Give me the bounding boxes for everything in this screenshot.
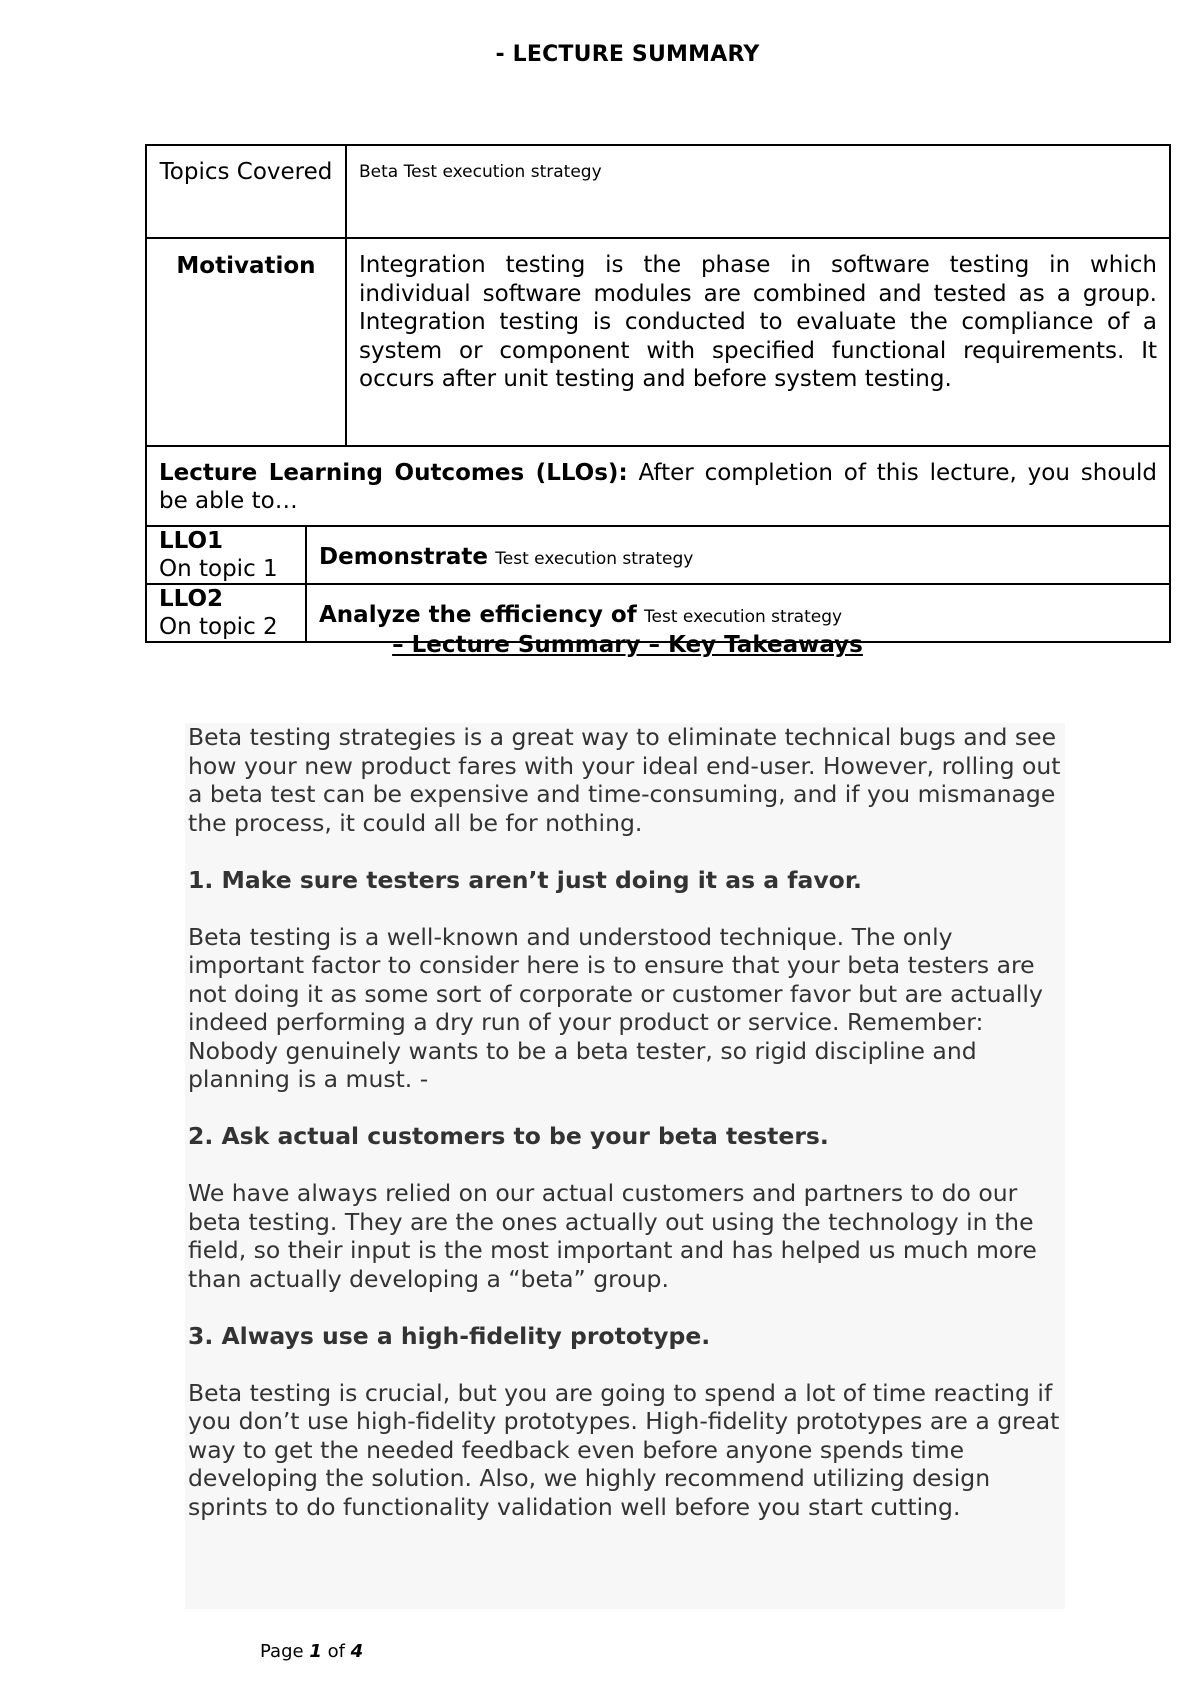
takeaway-1-body: Beta testing is a well-known and understood technique. The only important factor to consider here is to ensure that your beta testers are not doing it as some sort of corporate or customer favor but are actually indeed performing a dry run of your product or service. Remember: Nobody genuinely wants to be a beta tester, so rigid discipline and planning is a must. - xyxy=(188,922,1043,1093)
llo1-description xyxy=(306,526,1170,584)
takeaway-3-body: Beta testing is crucial, but you are going to spend a lot of time reacting if you don’t use high-fidelity prototypes. High-fidelity prototypes are a great way to get the needed feedback even before anyone spends time developing the solution. Also, we highly recommend utilizing design sprints to do functionality validation well before you start cutting. xyxy=(188,1378,1060,1521)
llos-intro-row xyxy=(146,446,1170,526)
motivation-text: Integration testing is the phase in software testing in which individual software modules are combined and tested as a group. Integration testing is conducted to evaluate the compliance of a system or component with specified functional requirements. It occurs after unit testing and before system testing. xyxy=(346,238,1170,446)
takeaway-3-title: 3. Always use a high-fidelity prototype. xyxy=(188,1321,711,1350)
llo1-row xyxy=(146,526,1170,584)
motivation-label: Motivation xyxy=(146,238,346,446)
llos-text: After completion of this lecture, you should be able to… xyxy=(159,460,1157,514)
page-title: - LECTURE SUMMARY xyxy=(495,42,760,67)
llo2-topic: On topic 2 xyxy=(159,614,278,640)
llo2-verb: Analyze the efficiency of xyxy=(319,602,637,628)
of-word: of xyxy=(327,1641,345,1662)
llos-label: Lecture Learning Outcomes (LLOs): xyxy=(159,460,628,486)
llo1-verb: Demonstrate xyxy=(319,544,488,570)
lecture-info-table xyxy=(145,144,1171,643)
llo2-object: Test execution strategy xyxy=(644,607,843,627)
topics-covered-label: Topics Covered xyxy=(146,145,346,238)
llo1-id: LLO1 xyxy=(159,528,224,554)
summary-content xyxy=(185,723,1065,1609)
summary-heading: – Lecture Summary – Key Takeaways xyxy=(392,632,863,658)
motivation-row xyxy=(146,238,1170,446)
llo1-object: Test execution strategy xyxy=(495,549,694,569)
takeaway-2-body: We have always relied on our actual customers and partners to do our beta testing. They are the ones actually out using the technology in the field, so their input is the most important and has helped us much more than actually developing a “beta” group. xyxy=(188,1179,1037,1293)
page-word: Page xyxy=(260,1641,304,1662)
takeaway-1-title: 1. Make sure testers aren’t just doing it as a favor. xyxy=(188,865,862,894)
summary-intro: Beta testing strategies is a great way to eliminate technical bugs and see how your new product fares with your ideal end-user. However, rolling out a beta test can be expensive and time-consuming, and if you mismanage the process, it could all be for nothing. xyxy=(188,723,1061,837)
llo2-id: LLO2 xyxy=(159,586,224,612)
page-footer xyxy=(260,1641,363,1662)
total-pages-number: 4 xyxy=(350,1641,364,1662)
topics-covered-value: Beta Test execution strategy xyxy=(346,145,1170,238)
takeaway-2-title: 2. Ask actual customers to be your beta testers. xyxy=(188,1122,829,1150)
llo1-topic: On topic 1 xyxy=(159,556,278,582)
llo1-cell xyxy=(146,526,306,584)
topics-row xyxy=(146,145,1170,238)
current-page-number: 1 xyxy=(309,1641,322,1662)
llos-intro xyxy=(146,446,1170,526)
